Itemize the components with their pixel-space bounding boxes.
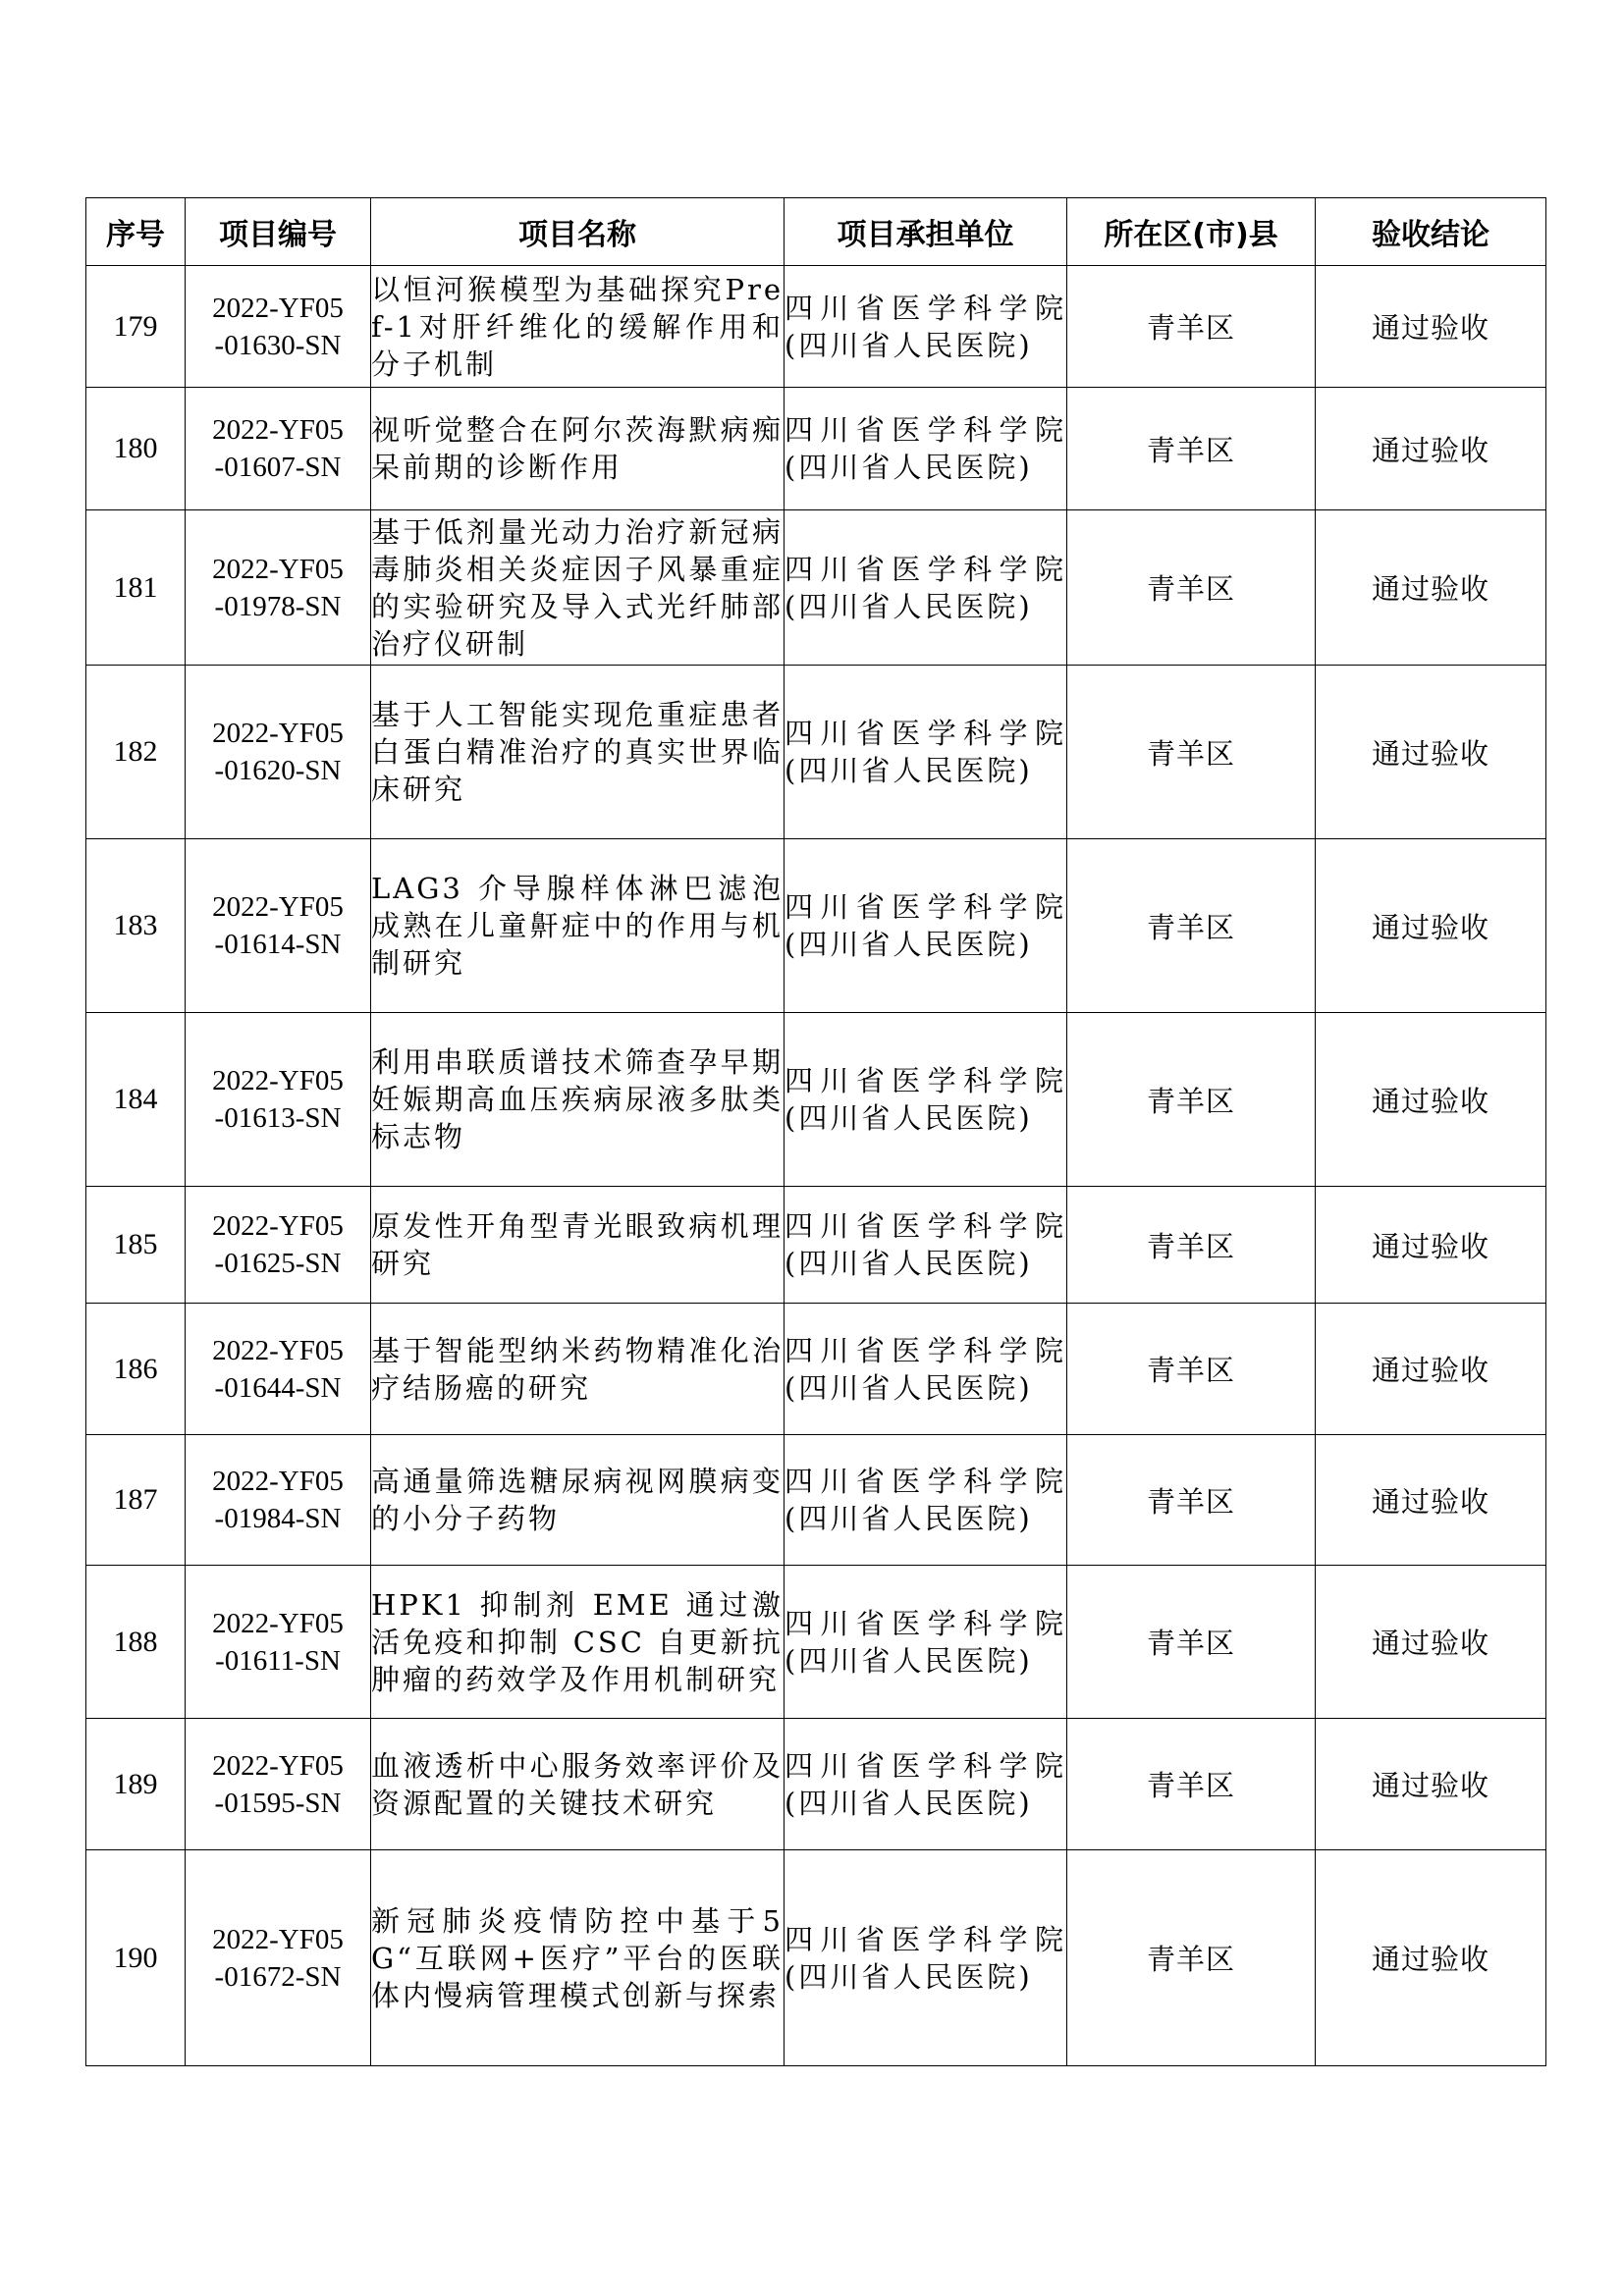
row-code bbox=[186, 510, 371, 666]
row-district: 青羊区 bbox=[1067, 839, 1316, 1013]
row-seq: 180 bbox=[86, 388, 186, 510]
code-line-2: -01620-SN bbox=[214, 755, 342, 786]
row-unit: 四川省医学科学院(四川省人民医院) bbox=[785, 266, 1067, 388]
row-project-name: 新冠肺炎疫情防控中基于5G“互联网+医疗”平台的医联体内慢病管理模式创新与探索 bbox=[371, 1850, 785, 2066]
row-code bbox=[186, 1566, 371, 1719]
table-row bbox=[86, 1850, 1546, 2066]
code-line-2: -01984-SN bbox=[214, 1503, 342, 1534]
row-project-name: 视听觉整合在阿尔茨海默病痴呆前期的诊断作用 bbox=[371, 388, 785, 510]
code-line-2: -01672-SN bbox=[214, 1960, 342, 1993]
code-line-2: -01630-SN bbox=[214, 329, 342, 361]
row-district: 青羊区 bbox=[1067, 666, 1316, 839]
row-seq: 186 bbox=[86, 1304, 186, 1435]
code-line-1: 2022-YF05 bbox=[212, 414, 344, 446]
table-row bbox=[86, 1435, 1546, 1566]
row-code bbox=[186, 666, 371, 839]
table-row bbox=[86, 1187, 1546, 1304]
row-district: 青羊区 bbox=[1067, 1566, 1316, 1719]
row-result: 通过验收 bbox=[1316, 1719, 1546, 1850]
row-unit: 四川省医学科学院(四川省人民医院) bbox=[785, 1719, 1067, 1850]
table-header-row bbox=[86, 198, 1546, 266]
row-unit: 四川省医学科学院(四川省人民医院) bbox=[785, 1304, 1067, 1435]
code-line-1: 2022-YF05 bbox=[212, 1466, 344, 1497]
code-line-1: 2022-YF05 bbox=[212, 292, 344, 324]
code-line-2: -01625-SN bbox=[214, 1248, 342, 1279]
row-unit: 四川省医学科学院(四川省人民医院) bbox=[785, 1013, 1067, 1187]
row-district: 青羊区 bbox=[1067, 266, 1316, 388]
row-seq: 179 bbox=[86, 266, 186, 388]
row-code bbox=[186, 1304, 371, 1435]
row-district: 青羊区 bbox=[1067, 510, 1316, 666]
row-code bbox=[186, 266, 371, 388]
table-body bbox=[86, 266, 1546, 2066]
code-line-1: 2022-YF05 bbox=[212, 1923, 344, 1955]
code-line-1: 2022-YF05 bbox=[212, 891, 344, 923]
header-name: 项目名称 bbox=[371, 198, 785, 266]
row-unit: 四川省医学科学院(四川省人民医院) bbox=[785, 666, 1067, 839]
row-code bbox=[186, 839, 371, 1013]
code-line-1: 2022-YF05 bbox=[212, 1065, 344, 1096]
row-unit: 四川省医学科学院(四川省人民医院) bbox=[785, 510, 1067, 666]
code-line-2: -01595-SN bbox=[214, 1787, 342, 1819]
row-result: 通过验收 bbox=[1316, 1850, 1546, 2066]
row-unit: 四川省医学科学院(四川省人民医院) bbox=[785, 839, 1067, 1013]
row-code bbox=[186, 1187, 371, 1304]
row-project-name: HPK1 抑制剂 EME 通过激活免疫和抑制 CSC 自更新抗肿瘤的药效学及作用机制研究 bbox=[371, 1566, 785, 1719]
header-district: 所在区(市)县 bbox=[1067, 198, 1316, 266]
row-unit: 四川省医学科学院(四川省人民医院) bbox=[785, 1566, 1067, 1719]
row-seq: 184 bbox=[86, 1013, 186, 1187]
row-result: 通过验收 bbox=[1316, 510, 1546, 666]
row-seq: 183 bbox=[86, 839, 186, 1013]
row-seq: 190 bbox=[86, 1850, 186, 2066]
table-row bbox=[86, 666, 1546, 839]
row-seq: 188 bbox=[86, 1566, 186, 1719]
row-code bbox=[186, 1435, 371, 1566]
row-code bbox=[186, 1850, 371, 2066]
row-district: 青羊区 bbox=[1067, 1435, 1316, 1566]
row-seq: 185 bbox=[86, 1187, 186, 1304]
row-district: 青羊区 bbox=[1067, 1850, 1316, 2066]
header-result: 验收结论 bbox=[1316, 198, 1546, 266]
row-code bbox=[186, 388, 371, 510]
table-row bbox=[86, 1566, 1546, 1719]
code-line-2: -01978-SN bbox=[214, 590, 342, 622]
row-code bbox=[186, 1719, 371, 1850]
code-line-2: -01644-SN bbox=[214, 1371, 342, 1404]
table-row bbox=[86, 266, 1546, 388]
row-district: 青羊区 bbox=[1067, 1187, 1316, 1304]
row-unit: 四川省医学科学院(四川省人民医院) bbox=[785, 1850, 1067, 2066]
row-project-name: 高通量筛选糖尿病视网膜病变的小分子药物 bbox=[371, 1435, 785, 1566]
row-project-name: 利用串联质谱技术筛查孕早期妊娠期高血压疾病尿液多肽类标志物 bbox=[371, 1013, 785, 1187]
row-seq: 187 bbox=[86, 1435, 186, 1566]
code-line-2: -01613-SN bbox=[214, 1102, 342, 1134]
row-result: 通过验收 bbox=[1316, 1187, 1546, 1304]
table-row bbox=[86, 1719, 1546, 1850]
header-seq: 序号 bbox=[86, 198, 186, 266]
row-result: 通过验收 bbox=[1316, 666, 1546, 839]
row-unit: 四川省医学科学院(四川省人民医院) bbox=[785, 1187, 1067, 1304]
row-project-name: 以恒河猴模型为基础探究Pref-1对肝纤维化的缓解作用和分子机制 bbox=[371, 266, 785, 388]
code-line-1: 2022-YF05 bbox=[212, 718, 344, 749]
row-district: 青羊区 bbox=[1067, 388, 1316, 510]
row-district: 青羊区 bbox=[1067, 1719, 1316, 1850]
row-district: 青羊区 bbox=[1067, 1013, 1316, 1187]
row-seq: 182 bbox=[86, 666, 186, 839]
code-line-2: -01614-SN bbox=[214, 929, 342, 960]
row-result: 通过验收 bbox=[1316, 388, 1546, 510]
row-district: 青羊区 bbox=[1067, 1304, 1316, 1435]
table-row bbox=[86, 510, 1546, 666]
code-line-1: 2022-YF05 bbox=[212, 1334, 344, 1366]
table-row bbox=[86, 388, 1546, 510]
row-result: 通过验收 bbox=[1316, 1566, 1546, 1719]
code-line-1: 2022-YF05 bbox=[212, 1607, 344, 1639]
table-row bbox=[86, 1013, 1546, 1187]
header-unit: 项目承担单位 bbox=[785, 198, 1067, 266]
row-project-name: 基于人工智能实现危重症患者白蛋白精准治疗的真实世界临床研究 bbox=[371, 666, 785, 839]
acceptance-table bbox=[85, 197, 1546, 2066]
row-seq: 189 bbox=[86, 1719, 186, 1850]
row-result: 通过验收 bbox=[1316, 839, 1546, 1013]
table-row bbox=[86, 1304, 1546, 1435]
row-project-name: 原发性开角型青光眼致病机理研究 bbox=[371, 1187, 785, 1304]
row-project-name: 基于智能型纳米药物精准化治疗结肠癌的研究 bbox=[371, 1304, 785, 1435]
row-project-name: LAG3 介导腺样体淋巴滤泡成熟在儿童鼾症中的作用与机制研究 bbox=[371, 839, 785, 1013]
code-line-1: 2022-YF05 bbox=[212, 553, 344, 585]
row-unit: 四川省医学科学院(四川省人民医院) bbox=[785, 1435, 1067, 1566]
row-result: 通过验收 bbox=[1316, 1304, 1546, 1435]
row-project-name: 基于低剂量光动力治疗新冠病毒肺炎相关炎症因子风暴重症的实验研究及导入式光纤肺部治疗仪研制 bbox=[371, 510, 785, 666]
row-seq: 181 bbox=[86, 510, 186, 666]
code-line-1: 2022-YF05 bbox=[212, 1210, 344, 1242]
table-row bbox=[86, 839, 1546, 1013]
code-line-2: -01611-SN bbox=[215, 1644, 341, 1677]
row-code bbox=[186, 1013, 371, 1187]
row-unit: 四川省医学科学院(四川省人民医院) bbox=[785, 388, 1067, 510]
row-result: 通过验收 bbox=[1316, 1435, 1546, 1566]
row-project-name: 血液透析中心服务效率评价及资源配置的关键技术研究 bbox=[371, 1719, 785, 1850]
code-line-2: -01607-SN bbox=[214, 452, 342, 483]
row-result: 通过验收 bbox=[1316, 1013, 1546, 1187]
row-result: 通过验收 bbox=[1316, 266, 1546, 388]
header-code: 项目编号 bbox=[186, 198, 371, 266]
code-line-1: 2022-YF05 bbox=[212, 1749, 344, 1782]
